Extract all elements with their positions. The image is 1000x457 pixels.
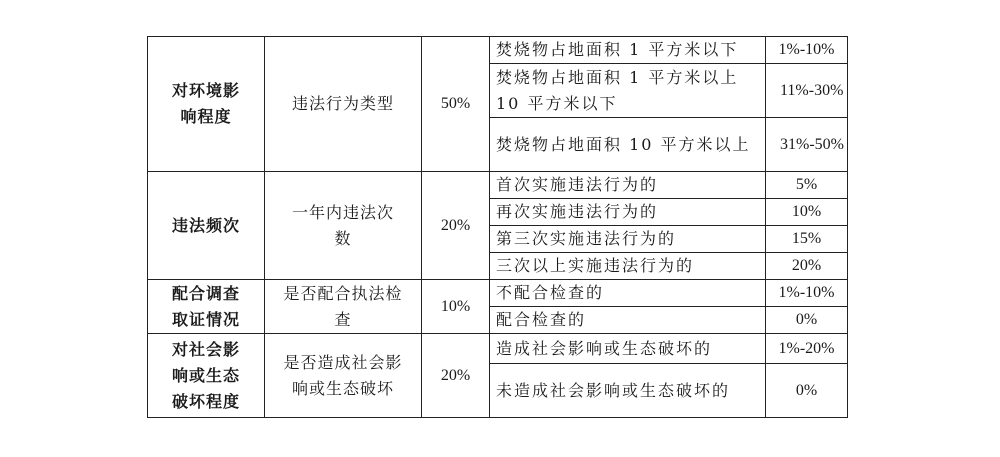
penalty-criteria-table bbox=[147, 36, 848, 418]
condition-cell: 焚烧物占地面积 1 平方米以上 10 平方米以下 bbox=[490, 64, 766, 118]
range-cell: 31%-50% bbox=[766, 118, 848, 172]
range-cell: 15% bbox=[766, 226, 848, 253]
condition-cell: 再次实施违法行为的 bbox=[490, 199, 766, 226]
range-cell: 0% bbox=[766, 364, 848, 418]
category-cell: 违法频次 bbox=[148, 172, 265, 280]
indicator-cell: 一年内违法次数 bbox=[265, 172, 422, 280]
weight-cell: 20% bbox=[422, 172, 490, 280]
condition-cell: 焚烧物占地面积 10 平方米以上 bbox=[490, 118, 766, 172]
range-cell: 10% bbox=[766, 199, 848, 226]
condition-cell: 焚烧物占地面积 1 平方米以下 bbox=[490, 37, 766, 64]
range-cell: 1%-10% bbox=[766, 37, 848, 64]
weight-cell: 50% bbox=[422, 37, 490, 172]
indicator-cell: 违法行为类型 bbox=[265, 37, 422, 172]
weight-cell: 20% bbox=[422, 334, 490, 418]
condition-cell: 第三次实施违法行为的 bbox=[490, 226, 766, 253]
range-cell: 1%-10% bbox=[766, 280, 848, 307]
weight-cell: 10% bbox=[422, 280, 490, 334]
condition-cell: 首次实施违法行为的 bbox=[490, 172, 766, 199]
range-cell: 11%-30% bbox=[766, 64, 848, 118]
table-row bbox=[148, 37, 848, 64]
range-cell: 1%-20% bbox=[766, 334, 848, 364]
range-cell: 5% bbox=[766, 172, 848, 199]
condition-cell: 未造成社会影响或生态破坏的 bbox=[490, 364, 766, 418]
category-cell: 对环境影响程度 bbox=[148, 37, 265, 172]
range-cell: 0% bbox=[766, 307, 848, 334]
condition-cell: 三次以上实施违法行为的 bbox=[490, 253, 766, 280]
condition-cell: 不配合检查的 bbox=[490, 280, 766, 307]
table-row bbox=[148, 172, 848, 199]
indicator-cell: 是否配合执法检查 bbox=[265, 280, 422, 334]
category-cell: 配合调查取证情况 bbox=[148, 280, 265, 334]
table-row bbox=[148, 334, 848, 364]
condition-cell: 造成社会影响或生态破坏的 bbox=[490, 334, 766, 364]
indicator-cell: 是否造成社会影响或生态破坏 bbox=[265, 334, 422, 418]
condition-cell: 配合检查的 bbox=[490, 307, 766, 334]
table-row bbox=[148, 280, 848, 307]
range-cell: 20% bbox=[766, 253, 848, 280]
category-cell: 对社会影响或生态破坏程度 bbox=[148, 334, 265, 418]
